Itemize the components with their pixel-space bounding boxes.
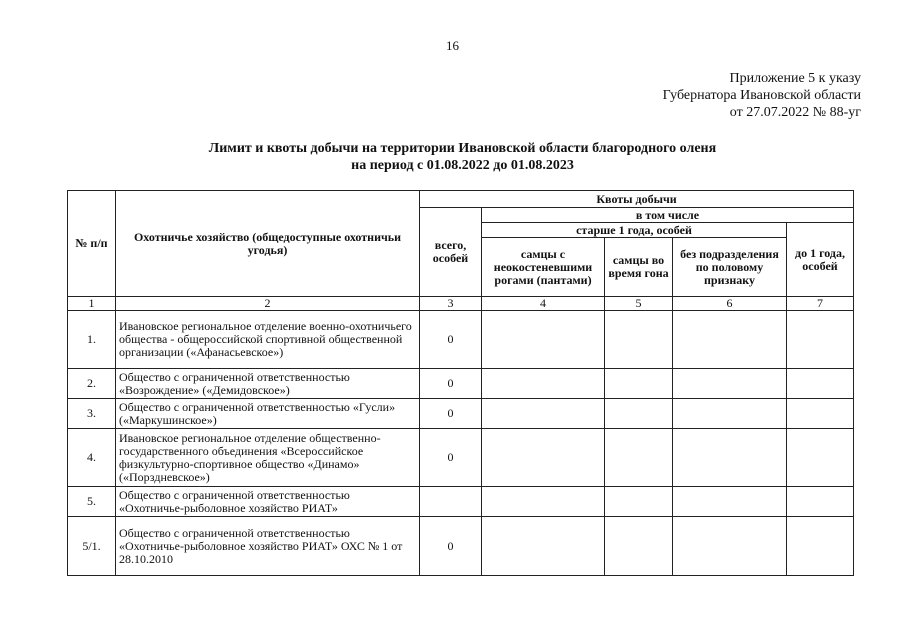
quota-males-antlers (482, 429, 605, 487)
appendix-line-3: от 27.07.2022 № 88-уг (729, 105, 861, 120)
column-number: 6 (673, 297, 787, 311)
quota-males-rut (605, 399, 673, 429)
hunting-ground-name: Общество с ограниченной ответственностью «Возрождение» («Демидовское») (116, 369, 420, 399)
column-number: 7 (787, 297, 854, 311)
row-number: 5/1. (68, 517, 116, 576)
quota-total: 0 (420, 429, 482, 487)
hunting-ground-name: Общество с ограниченной ответственностью «Охотничье-рыболовное хозяйство РИАТ» ОХС № 1 от 28.10.2010 (116, 517, 420, 576)
header-number: № п/п (68, 191, 116, 297)
table-row (68, 487, 854, 517)
row-number: 2. (68, 369, 116, 399)
header-hunting-ground: Охотничье хозяйство (общедоступные охотничьи угодья) (116, 191, 420, 297)
quota-males-antlers (482, 517, 605, 576)
table-row (68, 399, 854, 429)
table-row (68, 369, 854, 399)
quota-males-antlers (482, 311, 605, 369)
row-number: 5. (68, 487, 116, 517)
header-older-1-year: старше 1 года, особей (482, 223, 787, 238)
document-title (0, 140, 905, 174)
row-number: 1. (68, 311, 116, 369)
appendix-line-1: Приложение 5 к указу (729, 71, 861, 86)
page-number: 16 (446, 38, 459, 53)
title-line-1: Лимит и квоты добычи на территории Ивановской области благородного оленя (208, 141, 717, 156)
row-number: 3. (68, 399, 116, 429)
quota-under-1-year (787, 487, 854, 517)
hunting-ground-name: Ивановское региональное отделение военно-охотничьего общества - общероссийской спортивной общественной организации («Афанасьевское») (116, 311, 420, 369)
quota-no-sex (673, 487, 787, 517)
header-males-rut: самцы во время гона (605, 238, 673, 297)
header-no-sex: без подразделения по половому признаку (673, 238, 787, 297)
quota-total: 0 (420, 311, 482, 369)
quota-total (420, 487, 482, 517)
hunting-ground-name: Общество с ограниченной ответственностью «Гусли» («Маркушинское») (116, 399, 420, 429)
column-number: 1 (68, 297, 116, 311)
header-under-1-year: до 1 года, особей (787, 223, 854, 297)
row-number: 4. (68, 429, 116, 487)
header-total: всего, особей (420, 208, 482, 297)
quota-under-1-year (787, 369, 854, 399)
title-line-2: на период с 01.08.2022 до 01.08.2023 (351, 158, 574, 173)
quota-total: 0 (420, 517, 482, 576)
quota-males-antlers (482, 399, 605, 429)
header-including: в том числе (482, 208, 854, 223)
quota-males-rut (605, 517, 673, 576)
table-row (68, 517, 854, 576)
table-row (68, 429, 854, 487)
column-number: 2 (116, 297, 420, 311)
quota-under-1-year (787, 311, 854, 369)
quota-table (67, 190, 854, 576)
column-number-row (68, 297, 854, 311)
quota-no-sex (673, 311, 787, 369)
quota-no-sex (673, 517, 787, 576)
quota-no-sex (673, 429, 787, 487)
hunting-ground-name: Ивановское региональное отделение общественно-государственного объединения «Всероссийское физкультурно-спортивное общество «Динамо» («Порздневское») (116, 429, 420, 487)
quota-no-sex (673, 369, 787, 399)
quota-males-rut (605, 369, 673, 399)
quota-males-antlers (482, 487, 605, 517)
quota-under-1-year (787, 429, 854, 487)
column-number: 5 (605, 297, 673, 311)
quota-under-1-year (787, 399, 854, 429)
quota-total: 0 (420, 399, 482, 429)
header-quotas: Квоты добычи (420, 191, 854, 208)
quota-males-antlers (482, 369, 605, 399)
appendix-line-2: Губернатора Ивановской области (662, 88, 861, 103)
hunting-ground-name: Общество с ограниченной ответственностью «Охотничье-рыболовное хозяйство РИАТ» (116, 487, 420, 517)
appendix-block (663, 70, 861, 121)
quota-males-rut (605, 311, 673, 369)
quota-males-rut (605, 487, 673, 517)
quota-males-rut (605, 429, 673, 487)
table-row (68, 311, 854, 369)
quota-no-sex (673, 399, 787, 429)
quota-under-1-year (787, 517, 854, 576)
quota-total: 0 (420, 369, 482, 399)
column-number: 4 (482, 297, 605, 311)
header-males-antlers: самцы с неокостеневшими рогами (пантами) (482, 238, 605, 297)
column-number: 3 (420, 297, 482, 311)
